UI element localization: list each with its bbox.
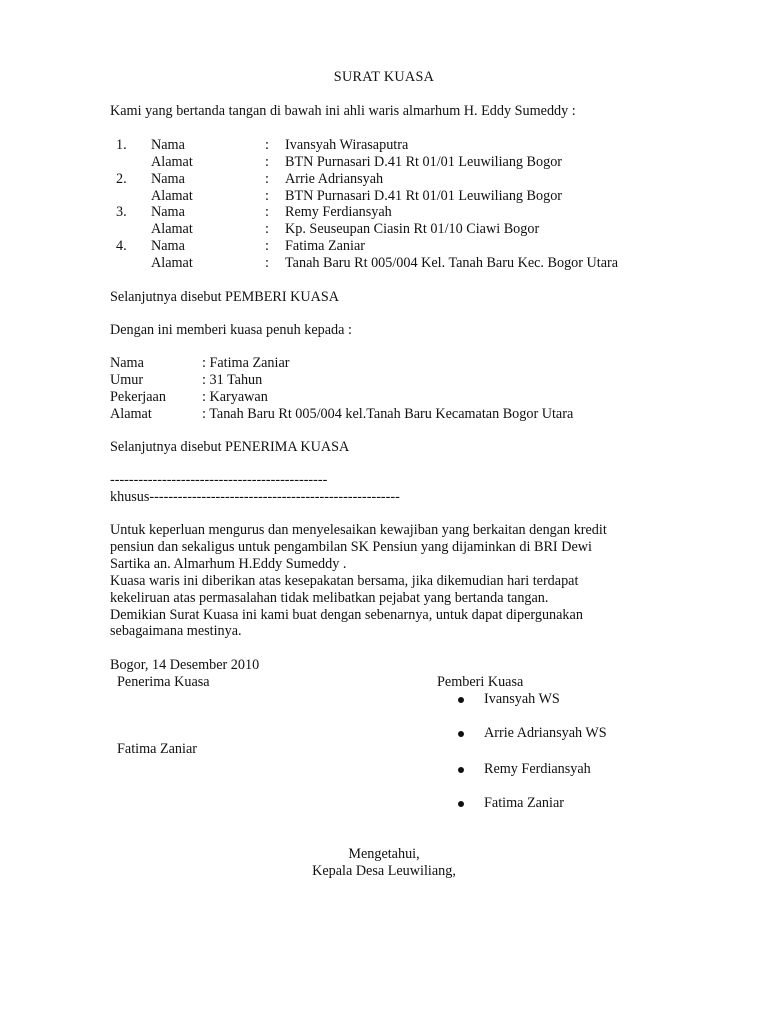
body-line: Demikian Surat Kuasa ini kami buat dengan sebenarnya, untuk dapat dipergunakan — [110, 607, 583, 623]
heir-address-label: Alamat — [151, 154, 193, 170]
heir-name-label: Nama — [151, 238, 185, 254]
recipient-label: Umur — [110, 372, 144, 388]
signer-name: Ivansyah WS — [484, 691, 560, 707]
heir-address: Tanah Baru Rt 005/004 Kel. Tanah Baru Kec. Bogor Utara — [285, 255, 619, 271]
colon: : — [265, 188, 269, 204]
colon: : — [265, 221, 269, 237]
heir-address-label: Alamat — [151, 255, 193, 271]
body-line: Kuasa waris ini diberikan atas kesepakatan bersama, jika dikemudian hari terdapat — [110, 573, 579, 589]
recipient-label: Nama — [110, 355, 144, 371]
recipient-value: : 31 Tahun — [202, 372, 263, 388]
place-date: Bogor, 14 Desember 2010 — [110, 657, 260, 673]
body-line: pensiun dan sekaligus untuk pengambilan SK Pensiun yang dijaminkan di BRI Dewi — [110, 539, 592, 555]
colon: : — [265, 255, 269, 271]
signer-name: Arrie Adriansyah WS — [484, 725, 607, 741]
heir-number: 1. — [116, 137, 127, 153]
penerima-kuasa-line: Selanjutnya disebut PENERIMA KUASA — [110, 439, 350, 455]
colon: : — [265, 204, 269, 220]
intro-text: Kami yang bertanda tangan di bawah ini ahli waris almarhum H. Eddy Sumeddy : — [110, 103, 576, 119]
heir-address-label: Alamat — [151, 221, 193, 237]
dash-line: ---------------------------------------------- — [110, 472, 328, 488]
mengetahui-text: Mengetahui, — [348, 846, 420, 862]
recipient-value: : Fatima Zaniar — [202, 355, 290, 371]
heir-name-label: Nama — [151, 137, 185, 153]
heir-address-label: Alamat — [151, 188, 193, 204]
bullet-icon — [458, 697, 464, 703]
grant-line: Dengan ini memberi kuasa penuh kepada : — [110, 322, 352, 338]
heir-name-label: Nama — [151, 171, 185, 187]
recipient-value: : Tanah Baru Rt 005/004 kel.Tanah Baru Kecamatan Bogor Utara — [202, 406, 574, 422]
heir-number: 4. — [116, 238, 127, 254]
penerima-kuasa-name: Fatima Zaniar — [117, 741, 197, 757]
heir-number: 3. — [116, 204, 127, 220]
bullet-icon — [458, 731, 464, 737]
pemberi-kuasa-label: Pemberi Kuasa — [437, 674, 524, 690]
kepala-desa-text: Kepala Desa Leuwiliang, — [312, 863, 456, 879]
recipient-label: Pekerjaan — [110, 389, 166, 405]
penerima-kuasa-label: Penerima Kuasa — [117, 674, 210, 690]
heir-address: Kp. Seuseupan Ciasin Rt 01/10 Ciawi Bogor — [285, 221, 540, 237]
letter-title: SURAT KUASA — [333, 69, 435, 85]
colon: : — [265, 238, 269, 254]
bullet-icon — [458, 801, 464, 807]
khusus-line: khusus----------------------------------------------------- — [110, 489, 400, 505]
heir-name: Remy Ferdiansyah — [285, 204, 392, 220]
pemberi-kuasa-line: Selanjutnya disebut PEMBERI KUASA — [110, 289, 339, 305]
heir-address: BTN Purnasari D.41 Rt 01/01 Leuwiliang Bogor — [285, 154, 563, 170]
heir-name: Arrie Adriansyah — [285, 171, 384, 187]
heir-name-label: Nama — [151, 204, 185, 220]
body-line: kekeliruan atas permasalahan tidak melibatkan pejabat yang bertanda tangan. — [110, 590, 549, 606]
colon: : — [265, 154, 269, 170]
body-line: Untuk keperluan mengurus dan menyelesaikan kewajiban yang berkaitan dengan kredit — [110, 522, 607, 538]
colon: : — [265, 137, 269, 153]
recipient-value: : Karyawan — [202, 389, 268, 405]
recipient-label: Alamat — [110, 406, 152, 422]
body-line: Sartika an. Almarhum H.Eddy Sumeddy . — [110, 556, 347, 572]
signer-name: Remy Ferdiansyah — [484, 761, 591, 777]
body-line: sebagaimana mestinya. — [110, 623, 242, 639]
bullet-icon — [458, 767, 464, 773]
colon: : — [265, 171, 269, 187]
heir-address: BTN Purnasari D.41 Rt 01/01 Leuwiliang Bogor — [285, 188, 563, 204]
heir-name: Ivansyah Wirasaputra — [285, 137, 409, 153]
heir-name: Fatima Zaniar — [285, 238, 365, 254]
signer-name: Fatima Zaniar — [484, 795, 564, 811]
heir-number: 2. — [116, 171, 127, 187]
